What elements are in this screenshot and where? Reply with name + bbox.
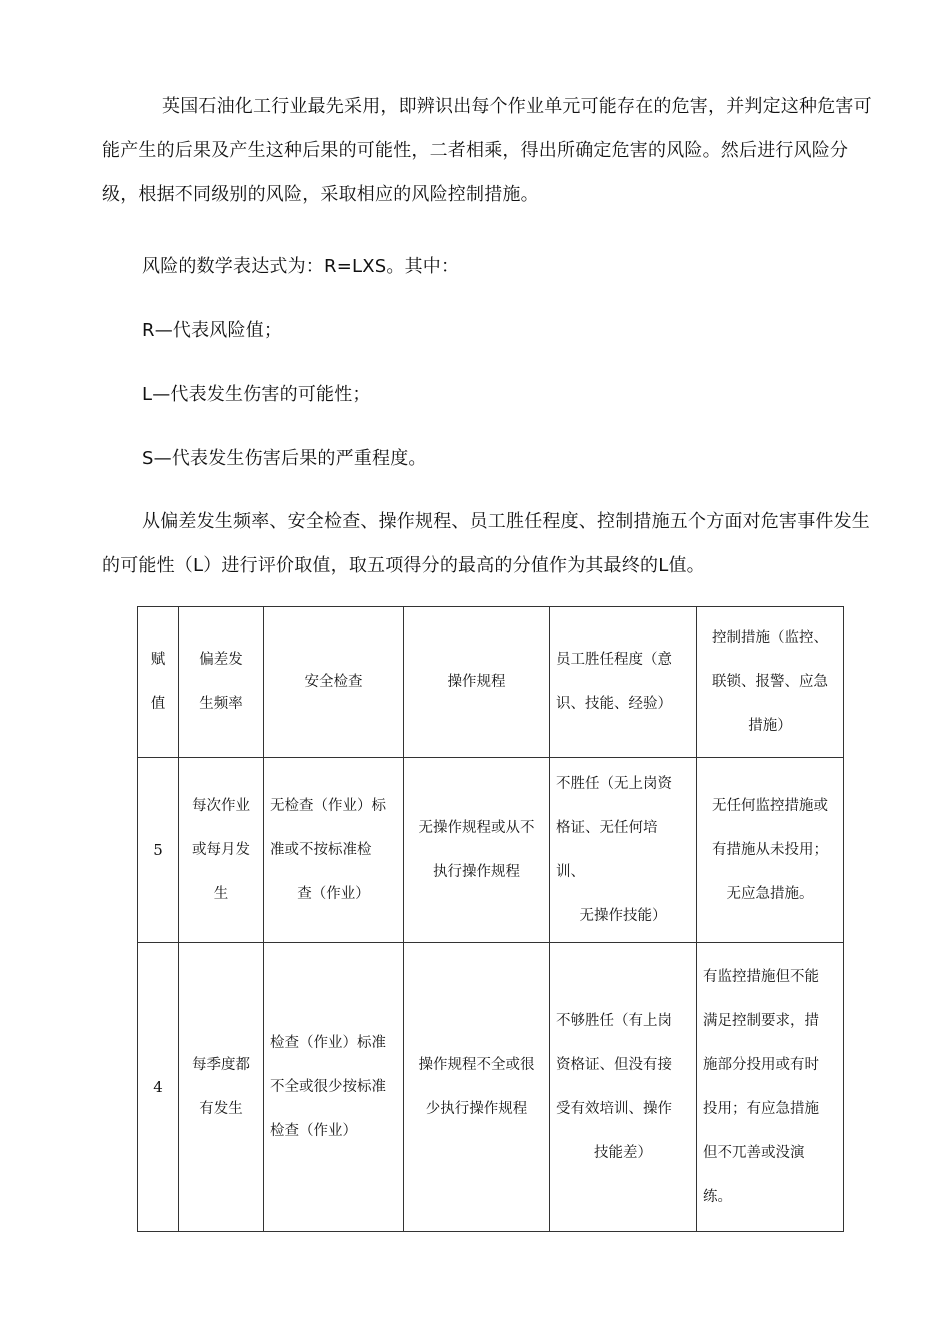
procedure-cell bbox=[404, 758, 550, 943]
competence-line: 技能差） bbox=[594, 1145, 652, 1161]
inspection-cell bbox=[264, 758, 404, 943]
competence-cell bbox=[550, 943, 697, 1232]
header-competence-line: 识、技能、经验） bbox=[556, 696, 672, 712]
likelihood-table bbox=[137, 606, 844, 1232]
control-line: 但不兀善或没演 bbox=[703, 1145, 805, 1161]
competence-line: 资格证、但没有接 bbox=[556, 1057, 672, 1073]
definition-s: S—代表发生伤害后果的严重程度。 bbox=[142, 448, 427, 469]
header-control bbox=[697, 607, 844, 758]
formula-paragraph: 风险的数学表达式为：R=LXS。其中： bbox=[142, 256, 460, 277]
inspection-line: 准或不按标准检 bbox=[270, 842, 372, 858]
inspection-line: 无检查（作业）标 bbox=[270, 798, 386, 814]
inspection-line: 检查（作业）标准 bbox=[270, 1035, 386, 1051]
procedure-cell bbox=[404, 943, 550, 1232]
control-line: 投用；有应急措施 bbox=[703, 1101, 819, 1117]
frequency-cell bbox=[179, 758, 264, 943]
inspection-line: 不全或很少按标准 bbox=[270, 1079, 386, 1095]
header-frequency bbox=[179, 607, 264, 758]
header-score-line: 赋 bbox=[150, 652, 166, 668]
competence-line: 受有效培训、操作 bbox=[556, 1101, 672, 1117]
evaluation-paragraph: 从偏差发生频率、安全检查、操作规程、员工胜任程度、控制措施五个方面对危害事件发生的可能性（L）进行评价取值，取五项得分的最高的分值作为其最终的L值。 bbox=[102, 511, 870, 576]
competence-line: 不够胜任（有上岗 bbox=[556, 1013, 672, 1029]
control-line: 有监控措施但不能 bbox=[703, 969, 819, 985]
definition-r: R—代表风险值； bbox=[142, 320, 283, 341]
competence-line: 格证、无任何培 bbox=[556, 820, 658, 836]
competence-cell bbox=[550, 758, 697, 943]
header-control-line: 联锁、报警、应急 bbox=[712, 674, 828, 690]
control-line: 练。 bbox=[703, 1189, 732, 1205]
control-line: 无应急措施。 bbox=[726, 886, 814, 902]
header-procedure: 操作规程 bbox=[404, 607, 550, 758]
header-competence-line: 员工胜任程度（意 bbox=[556, 652, 672, 668]
control-line: 满足控制要求，措 bbox=[703, 1013, 819, 1029]
procedure-line: 执行操作规程 bbox=[433, 864, 520, 880]
frequency-cell bbox=[179, 943, 264, 1232]
definition-l: L—代表发生伤害的可能性； bbox=[142, 384, 371, 405]
table-row bbox=[138, 758, 844, 943]
control-cell bbox=[697, 943, 844, 1232]
frequency-line: 生 bbox=[213, 886, 229, 902]
table-row bbox=[138, 943, 844, 1232]
frequency-line: 或每月发 bbox=[192, 842, 250, 858]
header-score bbox=[138, 607, 179, 758]
header-frequency-line: 偏差发 bbox=[199, 652, 243, 668]
control-line: 无任何监控措施或 bbox=[712, 798, 828, 814]
competence-line: 无操作技能） bbox=[579, 908, 667, 924]
inspection-line: 检查（作业） bbox=[270, 1123, 357, 1139]
score-cell: 5 bbox=[138, 758, 179, 943]
frequency-line: 每季度都 bbox=[192, 1057, 250, 1073]
inspection-cell bbox=[264, 943, 404, 1232]
score-cell: 4 bbox=[138, 943, 179, 1232]
header-inspection: 安全检查 bbox=[264, 607, 404, 758]
procedure-line: 无操作规程或从不 bbox=[418, 820, 535, 836]
inspection-line: 查（作业） bbox=[297, 886, 370, 902]
header-frequency-line: 生频率 bbox=[199, 696, 243, 712]
table-header-row bbox=[138, 607, 844, 758]
frequency-line: 有发生 bbox=[199, 1101, 243, 1117]
control-cell bbox=[697, 758, 844, 943]
competence-line: 不胜任（无上岗资 bbox=[556, 776, 672, 792]
competence-line: 训、 bbox=[556, 864, 585, 880]
header-score-line: 值 bbox=[150, 696, 166, 712]
procedure-line: 操作规程不全或很 bbox=[418, 1057, 535, 1073]
frequency-line: 每次作业 bbox=[192, 798, 250, 814]
header-competence bbox=[550, 607, 697, 758]
control-line: 施部分投用或有时 bbox=[703, 1057, 819, 1073]
header-control-line: 控制措施（监控、 bbox=[712, 630, 828, 646]
intro-paragraph: 英国石油化工行业最先采用，即辨识出每个作业单元可能存在的危害，并判定这种危害可能产生的后果及产生这种后果的可能性，二者相乘，得出所确定危害的风险。然后进行风险分级，根据不同级别的风险，采取相应的风险控制措施。 bbox=[102, 96, 872, 205]
procedure-line: 少执行操作规程 bbox=[425, 1101, 528, 1117]
header-control-line: 措施） bbox=[748, 718, 792, 734]
control-line: 有措施从未投用； bbox=[712, 842, 828, 858]
